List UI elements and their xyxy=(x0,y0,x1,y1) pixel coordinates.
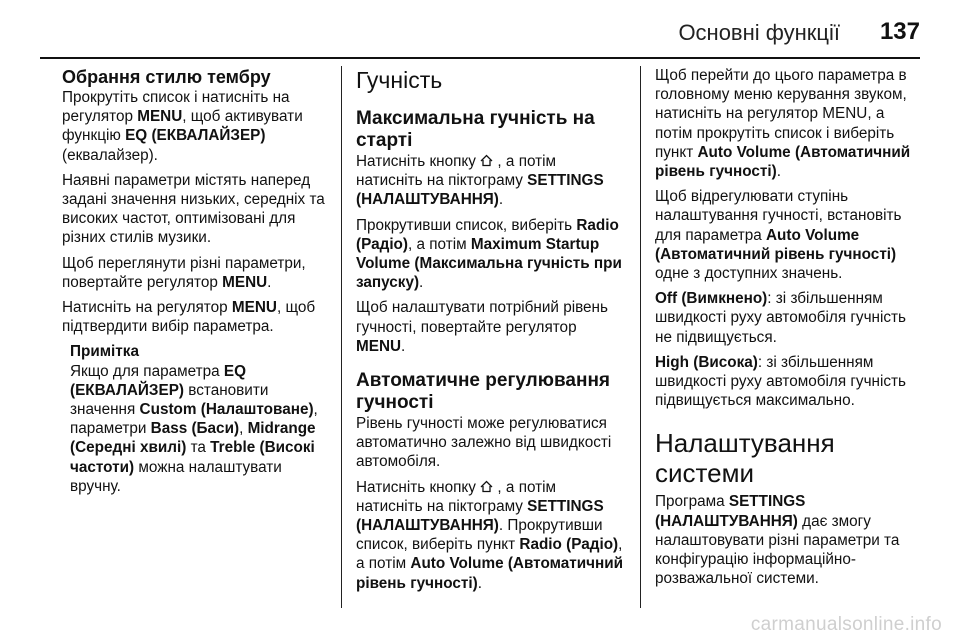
paragraph: Прокрутіть список і натисніть на регулятор MENU, щоб активувати функцію EQ (ЕКВАЛАЙЗЕР) (еквалайзер). xyxy=(62,89,303,164)
note-text: Якщо для параметра EQ (ЕКВАЛАЙЗЕР) встановити значення Custom (Налаштоване), параметри Bass (Баси), Midrange (Середні хвилі) та Treble (Високі частоти) можна налаштувати вручну. xyxy=(70,362,318,495)
paragraph: Щоб перейти до цього параметра в головному меню керування звуком, натисніть на регулятор MENU, а потім прокрутіть список і виберіть пункт Auto Volume (Автоматичний рівень гучності). xyxy=(655,67,911,181)
paragraph: Прокрутивши список, виберіть Radio (Радіо), а потім Maximum Startup Volume (Максимальна гучність при запуску). xyxy=(356,216,622,292)
paragraph: Щоб відрегулювати ступінь налаштування гучності, встановіть для параметра Auto Volume (Автоматичний рівень гучності) одне з доступних значень. xyxy=(655,188,902,283)
paragraph: Натисніть на регулятор MENU, щоб підтвердити вибір параметра. xyxy=(62,299,316,336)
page-number: 137 xyxy=(879,18,920,45)
paragraph: Натисніть кнопку , а потім натисніть на піктограму SETTINGS (НАЛАШТУВАННЯ). xyxy=(356,153,604,209)
section-title-volume: Гучність xyxy=(356,67,443,93)
page-header xyxy=(0,14,960,54)
column-divider-2 xyxy=(640,66,641,608)
paragraph: Наявні параметри містять наперед задані значення низьких, середніх та високих частот, оптимізовані для різних стилів музики. xyxy=(62,171,325,247)
note-title: Примітка xyxy=(70,343,139,361)
section-heading-eq: Обрання стилю тембру xyxy=(62,67,271,87)
running-title: Основні функції xyxy=(678,20,840,45)
note-block xyxy=(70,342,330,496)
paragraph: Натисніть кнопку , а потім натисніть на піктограму SETTINGS (НАЛАШТУВАННЯ). Прокрутивши список, виберіть пункт Radio (Радіо), а потім Auto Volume (Автоматичний рівень гучності). xyxy=(356,478,624,592)
section-title-system-settings: Налаштування системи xyxy=(655,428,835,489)
column-3 xyxy=(655,66,923,594)
home-icon xyxy=(480,154,493,167)
paragraph: Щоб переглянути різні параметри, повертайте регулятор MENU. xyxy=(62,254,306,291)
subsection-heading-auto-volume: Автоматичне регулювання гучності xyxy=(356,370,611,414)
column-2 xyxy=(356,66,626,599)
paragraph: Off (Вимкнено): зі збільшенням швидкості руху автомобіля гучність не підвищується. xyxy=(655,290,907,346)
column-divider-1 xyxy=(341,66,342,608)
header-rule xyxy=(40,57,920,59)
column-1 xyxy=(62,66,330,502)
paragraph: Щоб налаштувати потрібний рівень гучності, повертайте регулятор MENU. xyxy=(356,299,608,355)
paragraph: High (Висока): зі збільшенням швидкості руху автомобіля гучність підвищується максимально. xyxy=(655,353,907,410)
paragraph: Програма SETTINGS (НАЛАШТУВАННЯ) дає змогу налаштовувати різні параметри та конфігурацію інформаційно-розважальної системи. xyxy=(655,493,900,588)
paragraph: Рівень гучності може регулюватися автоматично залежно від швидкості автомобіля. xyxy=(356,415,612,471)
home-icon xyxy=(480,480,493,493)
watermark: carmanualsonline.info xyxy=(750,614,942,635)
subsection-heading-max-volume: Максимальна гучність на старті xyxy=(356,108,595,151)
